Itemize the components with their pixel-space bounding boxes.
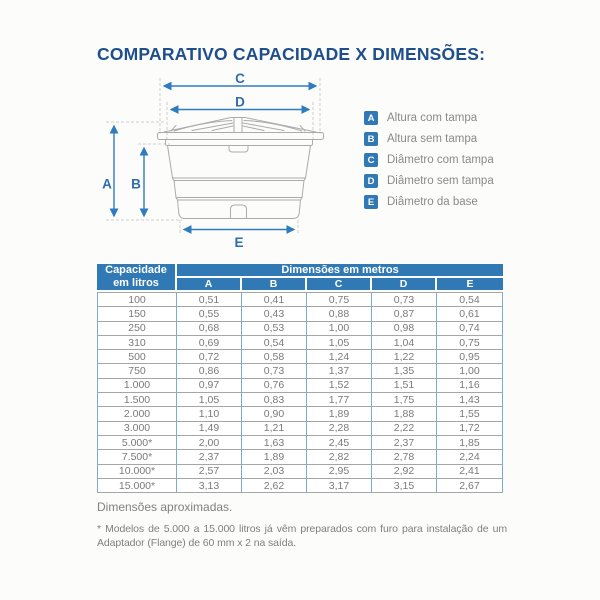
diagram-label-b: B [131, 176, 141, 192]
footnote-approx: Dimensões aproximadas. [97, 500, 233, 514]
capacity-cell: 10.000* [97, 465, 177, 479]
legend-item-c [364, 153, 494, 167]
dimension-cell: 2,67 [437, 479, 503, 493]
dimension-cell: 2,00 [177, 436, 242, 450]
capacity-dimensions-table [97, 264, 503, 493]
capacity-header-line2: em litros [113, 277, 159, 289]
table-row [97, 479, 503, 493]
capacity-cell: 150 [97, 307, 177, 321]
tank-lid [158, 118, 324, 140]
dimension-cell: 2,37 [177, 450, 242, 464]
dimension-cell: 0,69 [177, 336, 242, 350]
dimension-cell: 1,16 [437, 379, 503, 393]
legend-label: Altura sem tampa [387, 133, 478, 145]
dimension-cell: 0,95 [437, 350, 503, 364]
dimension-cell: 1,89 [242, 450, 307, 464]
legend-key-badge: D [364, 174, 378, 188]
dimensions-group-header: Dimensões em metros [177, 264, 503, 278]
dimension-cell: 3,15 [372, 479, 437, 493]
dimension-cell: 0,75 [307, 292, 372, 307]
dimension-cell: 0,76 [242, 379, 307, 393]
dimension-cell: 0,61 [437, 307, 503, 321]
capacity-cell: 100 [97, 292, 177, 307]
dimension-cell: 0,90 [242, 407, 307, 421]
table-row [97, 465, 503, 479]
dimension-cell: 1,35 [372, 364, 437, 378]
dimension-cell: 1,75 [372, 393, 437, 407]
legend-item-e [364, 195, 494, 209]
dimension-cell: 0,43 [242, 307, 307, 321]
column-header-a: A [177, 278, 242, 292]
dimension-cell: 1,24 [307, 350, 372, 364]
capacity-cell: 1.500 [97, 393, 177, 407]
dimension-cell: 0,73 [242, 364, 307, 378]
table-row [97, 322, 503, 336]
legend-label: Altura com tampa [387, 112, 478, 124]
legend-key-badge: E [364, 195, 378, 209]
table-row [97, 450, 503, 464]
tank-drawing [158, 118, 324, 219]
dimension-cell: 3,17 [307, 479, 372, 493]
dimension-cell: 0,75 [437, 336, 503, 350]
table-row [97, 407, 503, 421]
capacity-cell: 250 [97, 322, 177, 336]
table-body [97, 292, 503, 493]
dimension-cell: 0,53 [242, 322, 307, 336]
table-row [97, 292, 503, 307]
table-row [97, 379, 503, 393]
dimension-cell: 2,24 [437, 450, 503, 464]
dimension-cell: 0,86 [177, 364, 242, 378]
dimension-cell: 0,74 [437, 322, 503, 336]
dimension-cell: 1,51 [372, 379, 437, 393]
dimension-arrows [114, 86, 316, 230]
dimension-cell: 1,49 [177, 422, 242, 436]
capacity-column-header [97, 264, 177, 292]
dimension-cell: 2,45 [307, 436, 372, 450]
table-row [97, 436, 503, 450]
page-title: COMPARATIVO CAPACIDADE X DIMENSÕES: [97, 44, 486, 64]
legend-item-a [364, 111, 494, 125]
legend-item-d [364, 174, 494, 188]
table-row [97, 422, 503, 436]
diagram-label-e: E [234, 235, 244, 250]
tank-body [166, 140, 313, 219]
dimension-cell: 0,87 [372, 307, 437, 321]
dimension-cell: 1,04 [372, 336, 437, 350]
legend-key-badge: A [364, 111, 378, 125]
legend-label: Diâmetro com tampa [387, 154, 494, 166]
dimension-cell: 1,00 [307, 322, 372, 336]
dimension-cell: 2,78 [372, 450, 437, 464]
dimension-cell: 0,41 [242, 292, 307, 307]
dimension-cell: 1,00 [437, 364, 503, 378]
legend-key-badge: B [364, 132, 378, 146]
diagram-label-a: A [102, 176, 112, 192]
dimension-cell: 0,55 [177, 307, 242, 321]
dimension-cell: 1,22 [372, 350, 437, 364]
column-header-e: E [437, 278, 503, 292]
dimension-cell: 2,92 [372, 465, 437, 479]
column-header-b: B [242, 278, 307, 292]
capacity-header-line1: Capacidade [105, 264, 167, 277]
tank-diagram [0, 70, 360, 255]
capacity-cell: 15.000* [97, 479, 177, 493]
dimension-cell: 1,52 [307, 379, 372, 393]
capacity-cell: 310 [97, 336, 177, 350]
capacity-cell: 1.000 [97, 379, 177, 393]
legend [364, 111, 494, 216]
dimension-cell: 2,57 [177, 465, 242, 479]
dimension-cell: 1,43 [437, 393, 503, 407]
table-row [97, 393, 503, 407]
dimension-cell: 2,22 [372, 422, 437, 436]
diagram-label-c: C [235, 71, 245, 86]
dimension-cell: 0,83 [242, 393, 307, 407]
dimension-cell: 0,51 [177, 292, 242, 307]
table-row [97, 336, 503, 350]
dimension-cell: 0,54 [437, 292, 503, 307]
dimension-cell: 0,88 [307, 307, 372, 321]
column-header-d: D [372, 278, 437, 292]
construction-guides [106, 78, 320, 234]
column-header-c: C [307, 278, 372, 292]
dimension-cell: 3,13 [177, 479, 242, 493]
legend-label: Diâmetro sem tampa [387, 175, 494, 187]
dimension-cell: 2,62 [242, 479, 307, 493]
table-row [97, 364, 503, 378]
capacity-cell: 500 [97, 350, 177, 364]
legend-label: Diâmetro da base [387, 196, 478, 208]
footnote-asterisk: * Modelos de 5.000 a 15.000 litros já vêm preparados com furo para instalação de um Adaptador (Flange) de 60 mm x 2 na saída. [97, 523, 507, 550]
capacity-cell: 5.000* [97, 436, 177, 450]
dimension-cell: 1,77 [307, 393, 372, 407]
capacity-cell: 3.000 [97, 422, 177, 436]
table-row [97, 307, 503, 321]
dimension-cell: 0,73 [372, 292, 437, 307]
diagram-label-d: D [235, 94, 245, 110]
dimension-cell: 2,82 [307, 450, 372, 464]
dimension-cell: 1,85 [437, 436, 503, 450]
dimension-cell: 1,05 [177, 393, 242, 407]
dimension-cell: 1,21 [242, 422, 307, 436]
dimension-cell: 0,68 [177, 322, 242, 336]
dimension-cell: 1,89 [307, 407, 372, 421]
dimension-cell: 0,97 [177, 379, 242, 393]
dimension-letters [102, 71, 245, 250]
dimension-cell: 1,88 [372, 407, 437, 421]
dimension-cell: 1,72 [437, 422, 503, 436]
dimension-cell: 0,72 [177, 350, 242, 364]
dimension-cell: 2,03 [242, 465, 307, 479]
dimension-cell: 2,95 [307, 465, 372, 479]
table-header [97, 264, 503, 292]
dimension-cell: 1,10 [177, 407, 242, 421]
dimension-cell: 2,28 [307, 422, 372, 436]
dimension-cell: 2,37 [372, 436, 437, 450]
dimension-cell: 0,54 [242, 336, 307, 350]
capacity-cell: 2.000 [97, 407, 177, 421]
dimension-cell: 0,98 [372, 322, 437, 336]
legend-key-badge: C [364, 153, 378, 167]
footnotes [97, 500, 507, 550]
dimension-cell: 1,37 [307, 364, 372, 378]
table-row [97, 350, 503, 364]
dimension-cell: 1,05 [307, 336, 372, 350]
dimension-cell: 2,41 [437, 465, 503, 479]
dimension-cell: 0,58 [242, 350, 307, 364]
dimension-cell: 1,55 [437, 407, 503, 421]
dimension-cell: 1,63 [242, 436, 307, 450]
legend-item-b [364, 132, 494, 146]
capacity-cell: 750 [97, 364, 177, 378]
capacity-cell: 7.500* [97, 450, 177, 464]
